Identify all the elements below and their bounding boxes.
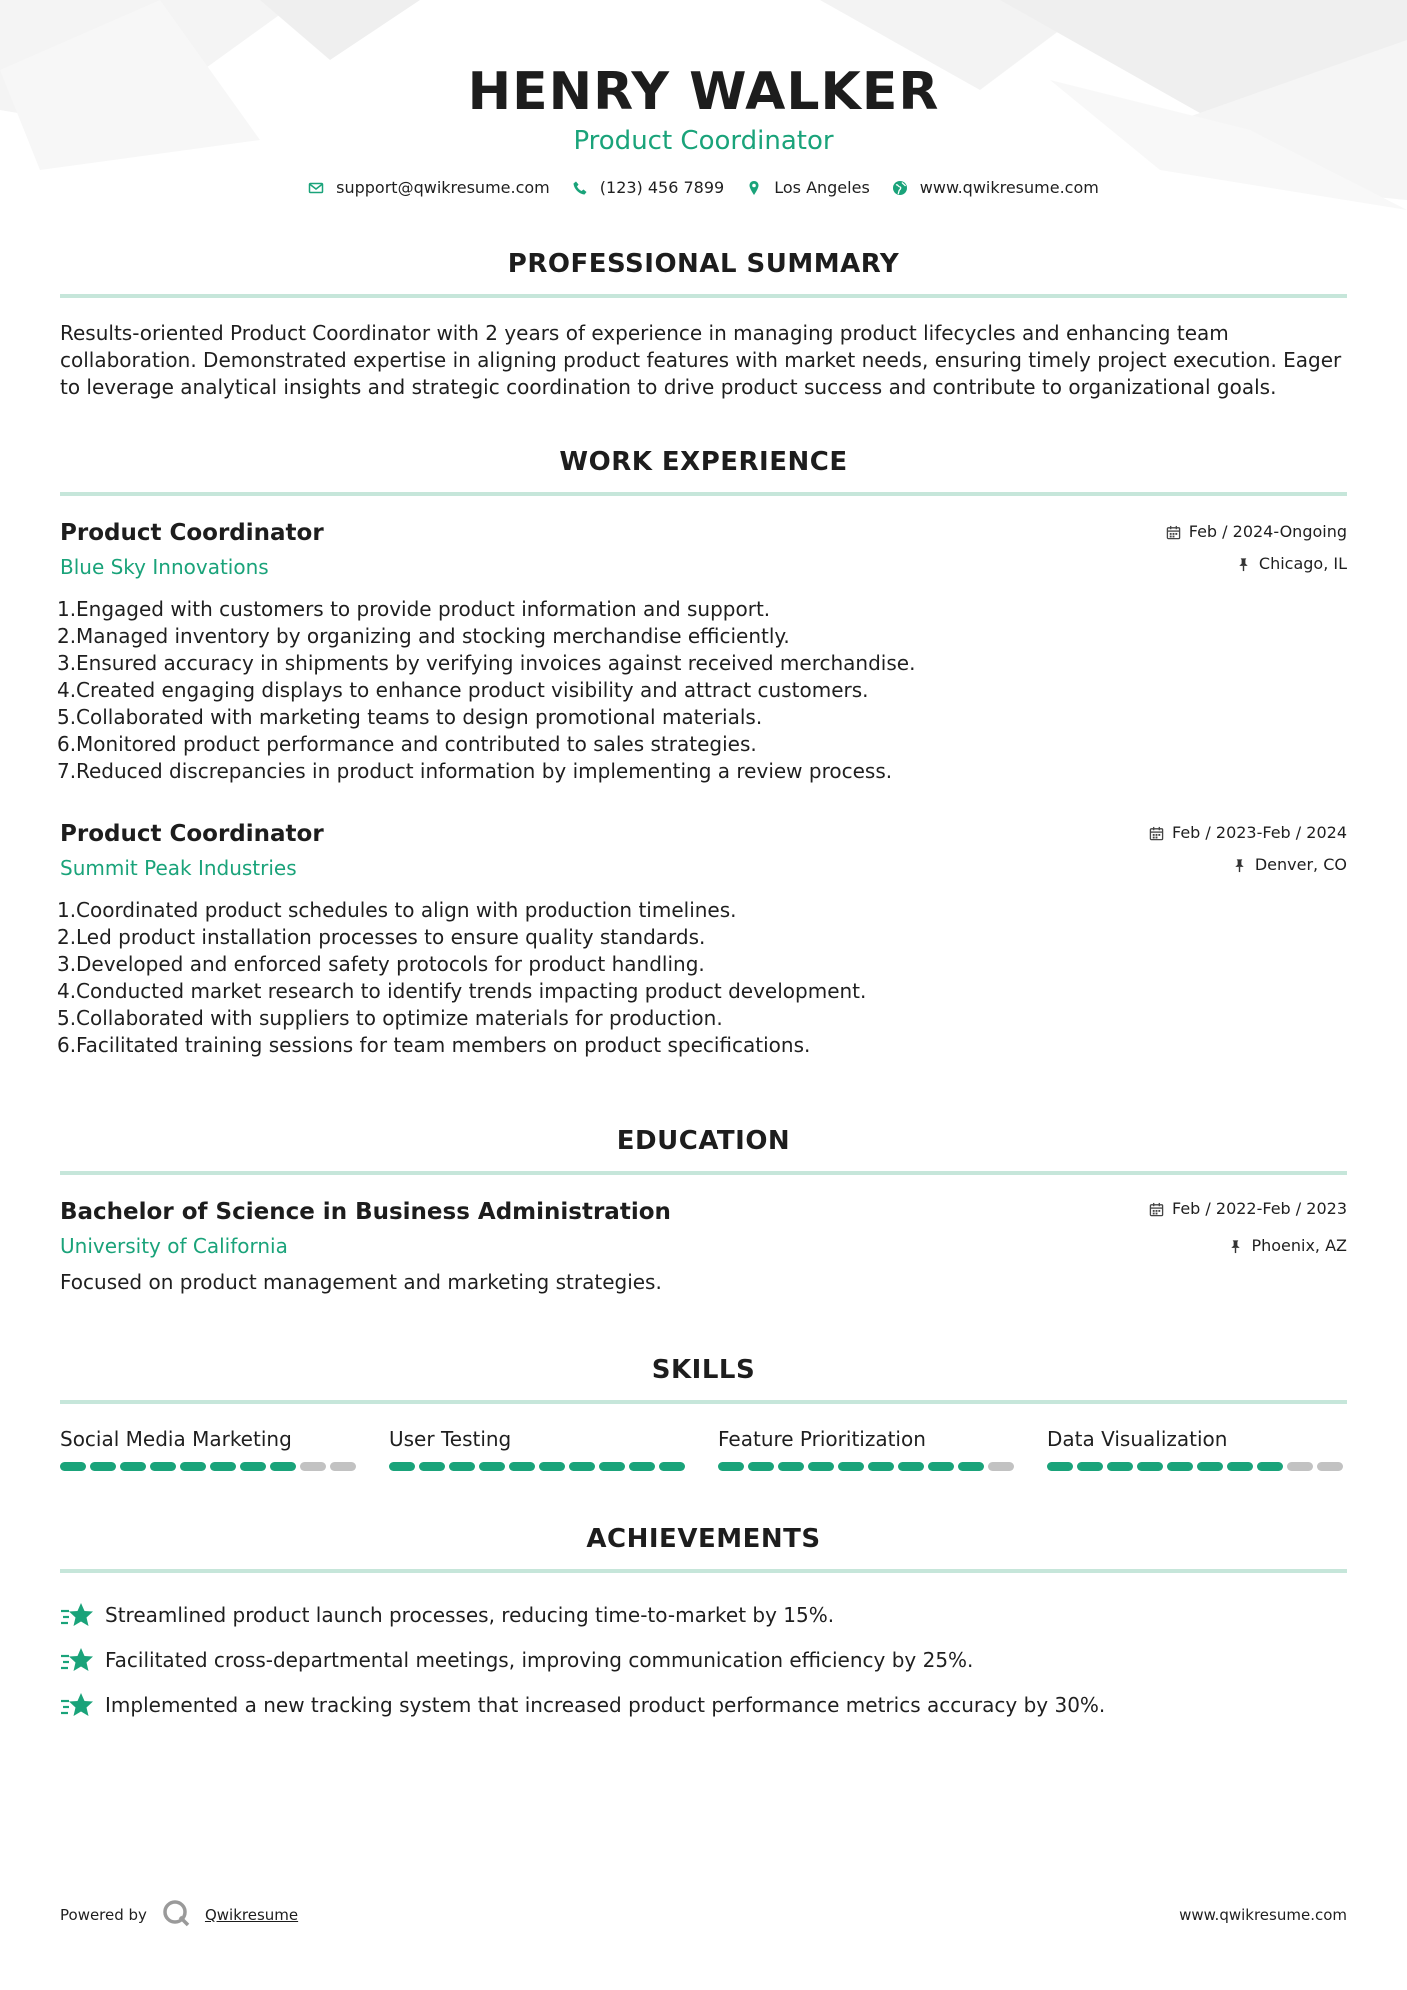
skill-item [1047, 1426, 1347, 1471]
job-duties [57, 596, 1347, 785]
education-dates-text: Feb / 2022-Feb / 2023 [1172, 1199, 1347, 1218]
job-entry [57, 819, 1347, 1059]
qwikresume-logo-icon [161, 1898, 191, 1928]
summary-text: Results-oriented Product Coordinator with 2 years of experience in managing product lifecycles and enhancing team collaboration. Demonstrated expertise in aligning product features with market needs, ensuring timely project execution. Eager to leverage analytical insights and strategic coordination to drive product success and contribute to organizational goals. [60, 321, 1342, 399]
job-dates [1166, 522, 1347, 542]
skill-segment-filled [928, 1462, 954, 1471]
skill-segment-filled [1137, 1462, 1163, 1471]
skill-segment-empty [1287, 1462, 1313, 1471]
job-title: Product Coordinator [60, 520, 324, 546]
achievement-text: Implemented a new tracking system that increased product performance metrics accuracy by 30%. [105, 1693, 1106, 1717]
duty-text: Managed inventory by organizing and stocking merchandise efficiently. [76, 624, 790, 648]
skill-segment-filled [449, 1462, 475, 1471]
skill-segment-filled [150, 1462, 176, 1471]
skill-segment-filled [718, 1462, 744, 1471]
powered-by-label: Powered by [60, 1906, 147, 1924]
section-divider [60, 294, 1347, 298]
achievement-item [60, 1638, 1347, 1683]
list-item: 1. Engaged with customers to provide product information and support. [57, 597, 771, 621]
skill-segment-filled [180, 1462, 206, 1471]
skill-segment-filled [599, 1462, 625, 1471]
resume-header [60, 0, 1347, 197]
education-dates [1149, 1199, 1347, 1219]
contact-bar [60, 178, 1347, 197]
phone-icon [572, 180, 588, 196]
job-entry [57, 518, 1347, 785]
duty-text: Engaged with customers to provide product information and support. [76, 597, 771, 621]
list-item: 2. Led product installation processes to ensure quality standards. [57, 925, 706, 949]
duty-text: Collaborated with marketing teams to design promotional materials. [76, 705, 763, 729]
job-dates-text: Feb / 2024-Ongoing [1188, 522, 1347, 541]
envelope-icon [308, 180, 324, 196]
qwikresume-logo[interactable] [161, 1898, 191, 1932]
skill-segment-filled [240, 1462, 266, 1471]
achievement-text: Facilitated cross-departmental meetings, improving communication efficiency by 25%. [105, 1648, 974, 1672]
contact-location-text: Los Angeles [774, 178, 870, 197]
achievements-section [60, 1521, 1347, 1728]
skill-segment-filled [479, 1462, 505, 1471]
experience-section [57, 444, 1347, 1059]
skill-segment-empty [300, 1462, 326, 1471]
calendar-icon [1149, 826, 1164, 841]
star-icon [60, 1691, 94, 1721]
skill-segment-filled [1077, 1462, 1103, 1471]
job-title: Product Coordinator [60, 821, 324, 847]
skills-list [60, 1426, 1347, 1471]
section-divider [60, 1171, 1347, 1175]
duty-text: Created engaging displays to enhance product visibility and attract customers. [76, 678, 869, 702]
contact-email-text: support@qwikresume.com [336, 178, 550, 197]
duty-text: Monitored product performance and contributed to sales strategies. [76, 732, 757, 756]
duty-text: Facilitated training sessions for team members on product specifications. [76, 1033, 811, 1057]
achievement-item [60, 1593, 1347, 1638]
skill-segment-filled [120, 1462, 146, 1471]
duty-text: Conducted market research to identify trends impacting product development. [76, 979, 867, 1003]
skill-segment-filled [569, 1462, 595, 1471]
duty-text: Ensured accuracy in shipments by verifying invoices against received merchandise. [76, 651, 916, 675]
skill-name: Data Visualization [1047, 1427, 1228, 1451]
section-divider [60, 1569, 1347, 1573]
skills-section [60, 1352, 1347, 1471]
skill-segment-filled [1167, 1462, 1193, 1471]
skill-segment-filled [629, 1462, 655, 1471]
skill-segment-filled [838, 1462, 864, 1471]
star-icon [60, 1646, 94, 1676]
skill-segment-filled [1257, 1462, 1283, 1471]
duty-text: Collaborated with suppliers to optimize materials for production. [76, 1006, 723, 1030]
list-item: 1. Coordinated product schedules to align with production timelines. [57, 898, 737, 922]
list-item: 5. Collaborated with suppliers to optimize materials for production. [57, 1006, 723, 1030]
duty-text: Developed and enforced safety protocols for product handling. [76, 952, 705, 976]
skill-segment-filled [210, 1462, 236, 1471]
duty-text: Reduced discrepancies in product information by implementing a review process. [76, 759, 893, 783]
footer-url[interactable]: www.qwikresume.com [1179, 1906, 1347, 1924]
list-item: 4. Conducted market research to identify trends impacting product development. [57, 979, 867, 1003]
job-duties [57, 897, 1347, 1059]
skill-segment-filled [539, 1462, 565, 1471]
list-item: 3. Developed and enforced safety protocols for product handling. [57, 952, 705, 976]
candidate-title: Product Coordinator [573, 126, 834, 156]
education-heading: EDUCATION [616, 1126, 791, 1156]
pushpin-icon [1236, 557, 1251, 572]
job-company: Summit Peak Industries [60, 856, 297, 880]
achievements-list [60, 1593, 1347, 1728]
summary-section [60, 246, 1347, 401]
skill-segment-filled [419, 1462, 445, 1471]
contact-website[interactable] [892, 178, 1099, 197]
duty-text: Coordinated product schedules to align with production timelines. [76, 898, 737, 922]
list-item: 4. Created engaging displays to enhance product visibility and attract customers. [57, 678, 869, 702]
job-company: Blue Sky Innovations [60, 555, 269, 579]
skill-segment-filled [389, 1462, 415, 1471]
globe-icon [892, 180, 908, 196]
contact-location [746, 178, 870, 197]
job-location-text: Chicago, IL [1258, 554, 1347, 573]
skill-name: User Testing [389, 1427, 512, 1451]
experience-heading: WORK EXPERIENCE [559, 447, 848, 477]
section-divider [60, 492, 1347, 496]
skill-name: Feature Prioritization [718, 1427, 926, 1451]
qwikresume-link[interactable]: Qwikresume [204, 1906, 299, 1924]
skill-item [718, 1426, 1018, 1471]
skill-segment-empty [1317, 1462, 1343, 1471]
skill-segment-filled [808, 1462, 834, 1471]
education-location [1149, 1236, 1347, 1256]
duty-text: Led product installation processes to ensure quality standards. [76, 925, 706, 949]
skill-level-bar [60, 1462, 360, 1471]
skill-segment-filled [509, 1462, 535, 1471]
skill-level-bar [1047, 1462, 1347, 1471]
skill-segment-filled [1107, 1462, 1133, 1471]
star-icon [60, 1601, 94, 1631]
skill-level-bar [718, 1462, 1018, 1471]
pushpin-icon [1232, 858, 1247, 873]
skill-item [60, 1426, 360, 1471]
contact-phone-text: (123) 456 7899 [599, 178, 725, 197]
list-item: 3. Ensured accuracy in shipments by verifying invoices against received merchandise. [57, 651, 916, 675]
skill-segment-filled [659, 1462, 685, 1471]
skill-segment-filled [1047, 1462, 1073, 1471]
skill-segment-filled [748, 1462, 774, 1471]
skill-segment-empty [988, 1462, 1014, 1471]
skill-item [389, 1426, 689, 1471]
education-description: Focused on product management and marketing strategies. [60, 1270, 662, 1294]
skill-segment-filled [1227, 1462, 1253, 1471]
skill-level-bar [389, 1462, 689, 1471]
contact-phone[interactable] [572, 178, 724, 197]
job-location [1166, 554, 1347, 574]
skill-segment-filled [898, 1462, 924, 1471]
achievements-heading: ACHIEVEMENTS [586, 1524, 821, 1554]
map-pin-icon [746, 180, 762, 196]
page-footer [60, 1898, 1347, 1932]
list-item: 2. Managed inventory by organizing and stocking merchandise efficiently. [57, 624, 790, 648]
achievement-text: Streamlined product launch processes, reducing time-to-market by 15%. [105, 1603, 835, 1627]
contact-website-text: www.qwikresume.com [919, 178, 1099, 197]
job-dates-text: Feb / 2023-Feb / 2024 [1172, 823, 1347, 842]
school-name: University of California [60, 1234, 288, 1258]
section-divider [60, 1400, 1347, 1404]
calendar-icon [1149, 1202, 1164, 1217]
education-location-text: Phoenix, AZ [1251, 1236, 1347, 1255]
education-section [60, 1123, 1347, 1296]
calendar-icon [1166, 525, 1181, 540]
skill-segment-filled [90, 1462, 116, 1471]
list-item: 6. Monitored product performance and contributed to sales strategies. [57, 732, 757, 756]
skill-segment-empty [330, 1462, 356, 1471]
skill-segment-filled [270, 1462, 296, 1471]
achievement-item [60, 1683, 1347, 1728]
contact-email[interactable] [308, 178, 550, 197]
skill-segment-filled [60, 1462, 86, 1471]
skill-name: Social Media Marketing [60, 1427, 292, 1451]
job-location [1149, 855, 1347, 875]
skill-segment-filled [1197, 1462, 1223, 1471]
list-item: 7. Reduced discrepancies in product information by implementing a review process. [57, 759, 893, 783]
degree-title: Bachelor of Science in Business Administration [60, 1199, 671, 1225]
education-entry [60, 1197, 1347, 1296]
skill-segment-filled [868, 1462, 894, 1471]
summary-heading: PROFESSIONAL SUMMARY [507, 249, 900, 279]
job-location-text: Denver, CO [1254, 855, 1347, 874]
skill-segment-filled [778, 1462, 804, 1471]
job-dates [1149, 823, 1347, 843]
pushpin-icon [1228, 1239, 1243, 1254]
list-item: 5. Collaborated with marketing teams to design promotional materials. [57, 705, 763, 729]
list-item: 6. Facilitated training sessions for team members on product specifications. [57, 1033, 811, 1057]
candidate-name: HENRY WALKER [467, 62, 940, 122]
skills-heading: SKILLS [651, 1355, 756, 1385]
skill-segment-filled [958, 1462, 984, 1471]
